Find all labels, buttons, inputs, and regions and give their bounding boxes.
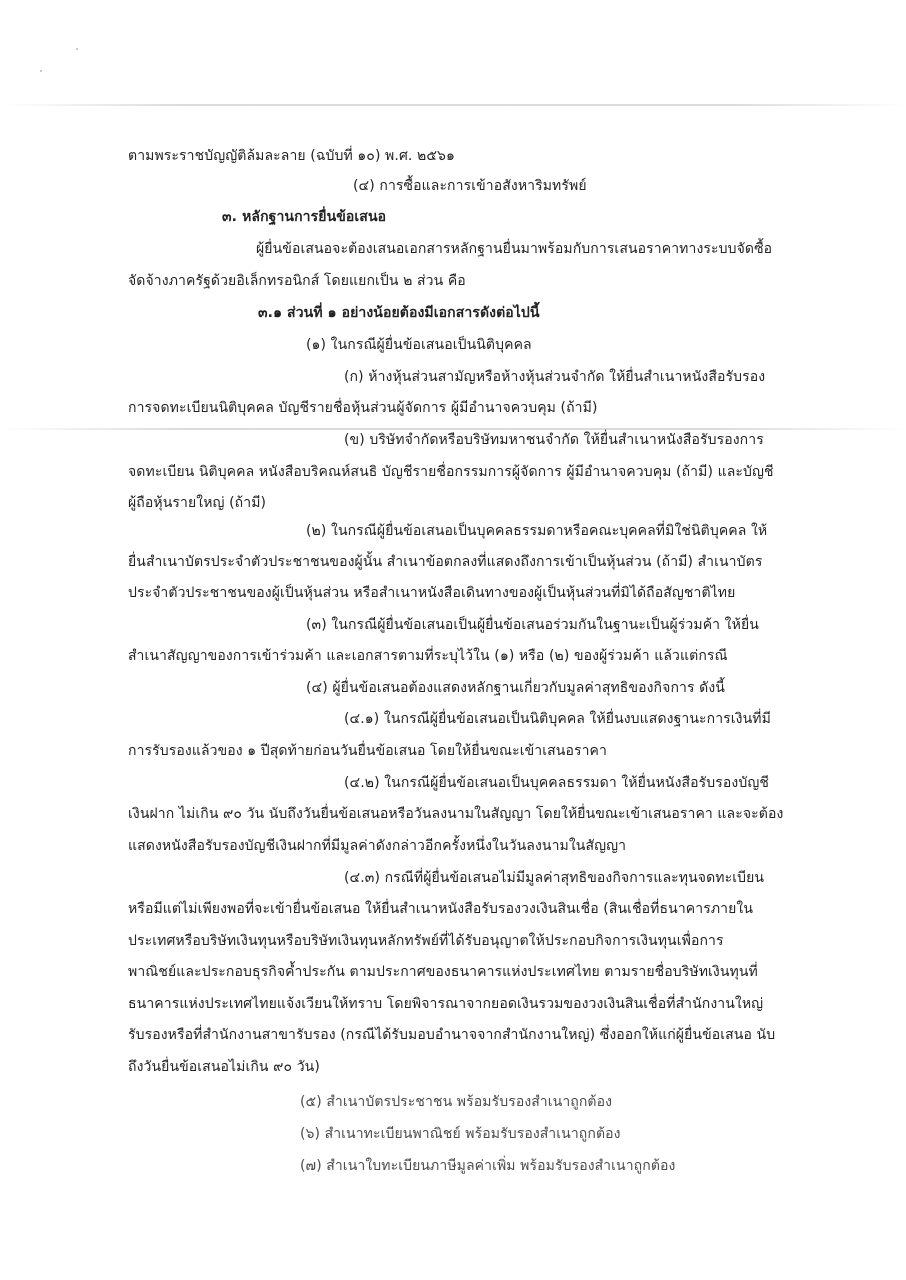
- text-line: เงินฝาก ไม่เกิน ๙๐ วัน นับถึงวันยื่นข้อเสนอหรือวันลงนามในสัญญา โดยให้ยื่นขณะเข้าเสนอราคา และจะต้อง: [128, 806, 784, 822]
- text-line: จดทะเบียน นิติบุคคล หนังสือบริคณห์สนธิ บัญชีรายชื่อกรรมการผู้จัดการ ผู้มีอำนาจควบคุม (ถ้ามี) และบัญชี: [128, 464, 774, 480]
- scan-speck: [40, 70, 42, 72]
- section-heading: ๓. หลักฐานการยื่นข้อเสนอ: [222, 209, 387, 225]
- text-line: ยื่นสำเนาบัตรประจำตัวประชาชนของผู้นั้น สำเนาข้อตกลงที่แสดงถึงการเข้าเป็นหุ้นส่วน (ถ้ามี) สำเนาบัตร: [128, 554, 763, 570]
- text-line: หรือมีแต่ไม่เพียงพอที่จะเข้ายื่นข้อเสนอ ให้ยื่นสำเนาหนังสือรับรองวงเงินสินเชื่อ (สินเชื่อที่ธนาคารภายใน: [128, 901, 754, 917]
- text-line: (๒) ในกรณีผู้ยื่นข้อเสนอเป็นบุคคลธรรมดาหรือคณะบุคคลที่มิใช่นิติบุคคล ให้: [306, 523, 768, 539]
- text-line: (ก) ห้างหุ้นส่วนสามัญหรือห้างหุ้นส่วนจำกัด ให้ยื่นสำเนาหนังสือรับรอง: [344, 369, 766, 385]
- text-line: ประเทศหรือบริษัทเงินทุนหรือบริษัทเงินทุนหลักทรัพย์ที่ได้รับอนุญาตให้ประกอบกิจการเงินทุนเพื่อการ: [128, 933, 724, 949]
- text-line: (๔) การซื้อและการเข้าอสังหาริมทรัพย์: [353, 178, 587, 194]
- text-line: รับรองหรือที่สำนักงานสาขารับรอง (กรณีได้รับมอบอำนาจจากสำนักงานใหญ่) ซึ่งออกให้แก่ผู้ยื่นข้อเสนอ นับ: [128, 1027, 776, 1043]
- text-line: (๔.๑) ในกรณีผู้ยื่นข้อเสนอเป็นนิติบุคคล ให้ยื่นงบแสดงฐานะการเงินที่มี: [344, 711, 771, 727]
- text-line: การรับรองแล้วของ ๑ ปีสุดท้ายก่อนวันยื่นข้อเสนอ โดยให้ยื่นขณะเข้าเสนอราคา: [128, 743, 607, 759]
- text-line: การจดทะเบียนนิติบุคคล บัญชีรายชื่อหุ้นส่วนผู้จัดการ ผู้มีอำนาจควบคุม (ถ้ามี): [128, 400, 598, 416]
- text-line: (๗) สำเนาใบทะเบียนภาษีมูลค่าเพิ่ม พร้อมรับรองสำเนาถูกต้อง: [300, 1158, 676, 1174]
- text-line: ถึงวันยื่นข้อเสนอไม่เกิน ๙๐ วัน): [128, 1059, 320, 1075]
- text-line: ผู้ยื่นข้อเสนอจะต้องเสนอเอกสารหลักฐานยื่นมาพร้อมกับการเสนอราคาทางระบบจัดซื้อ: [256, 241, 773, 257]
- text-line: ตามพระราชบัญญัติล้มละลาย (ฉบับที่ ๑๐) พ.ศ. ๒๕๖๑: [128, 148, 456, 164]
- text-line: (๕) สำเนาบัตรประชาชน พร้อมรับรองสำเนาถูกต้อง: [300, 1094, 613, 1110]
- text-line: สำเนาสัญญาของการเข้าร่วมค้า และเอกสารตามที่ระบุไว้ใน (๑) หรือ (๒) ของผู้ร่วมค้า แล้วแต่กรณี: [128, 648, 728, 664]
- subsection-heading: ๓.๑ ส่วนที่ ๑ อย่างน้อยต้องมีเอกสารดังต่อไปนี้: [258, 305, 540, 321]
- text-line: (๔.๓) กรณีที่ผู้ยื่นข้อเสนอไม่มีมูลค่าสุทธิของกิจการและทุนจดทะเบียน: [344, 870, 765, 886]
- text-line: ธนาคารแห่งประเทศไทยแจ้งเวียนให้ทราบ โดยพิจารณาจากยอดเงินรวมของวงเงินสินเชื่อที่สำนักงานใหญ่: [128, 996, 764, 1012]
- text-line: พาณิชย์และประกอบธุรกิจค้ำประกัน ตามประกาศของธนาคารแห่งประเทศไทย ตามรายชื่อบริษัทเงินทุนที่: [128, 964, 758, 980]
- text-line: จัดจ้างภาครัฐด้วยอิเล็กทรอนิกส์ โดยแยกเป็น ๒ ส่วน คือ: [128, 273, 466, 289]
- scan-speck: [76, 48, 78, 50]
- text-line: (๔.๒) ในกรณีผู้ยื่นข้อเสนอเป็นบุคคลธรรมดา ให้ยื่นหนังสือรับรองบัญชี: [344, 775, 769, 791]
- text-line: (๑) ในกรณีผู้ยื่นข้อเสนอเป็นนิติบุคคล: [306, 337, 532, 353]
- text-line: แสดงหนังสือรับรองบัญชีเงินฝากที่มีมูลค่าดังกล่าวอีกครั้งหนึ่งในวันลงนามในสัญญา: [128, 838, 627, 854]
- scan-artifact-line: [0, 104, 906, 106]
- text-line: ประจำตัวประชาชนของผู้เป็นหุ้นส่วน หรือสำเนาหนังสือเดินทางของผู้เป็นหุ้นส่วนที่มิได้ถือสัญชาติไทย: [128, 585, 736, 601]
- text-line: (ข) บริษัทจำกัดหรือบริษัทมหาชนจำกัด ให้ยื่นสำเนาหนังสือรับรองการ: [344, 432, 764, 448]
- text-line: ผู้ถือหุ้นรายใหญ่ (ถ้ามี): [128, 495, 267, 511]
- text-line: (๓) ในกรณีผู้ยื่นข้อเสนอเป็นผู้ยื่นข้อเสนอร่วมกันในฐานะเป็นผู้ร่วมค้า ให้ยื่น: [306, 617, 759, 633]
- text-line: (๖) สำเนาทะเบียนพาณิชย์ พร้อมรับรองสำเนาถูกต้อง: [300, 1126, 621, 1142]
- text-line: (๔) ผู้ยื่นข้อเสนอต้องแสดงหลักฐานเกี่ยวกับมูลค่าสุทธิของกิจการ ดังนี้: [306, 680, 725, 696]
